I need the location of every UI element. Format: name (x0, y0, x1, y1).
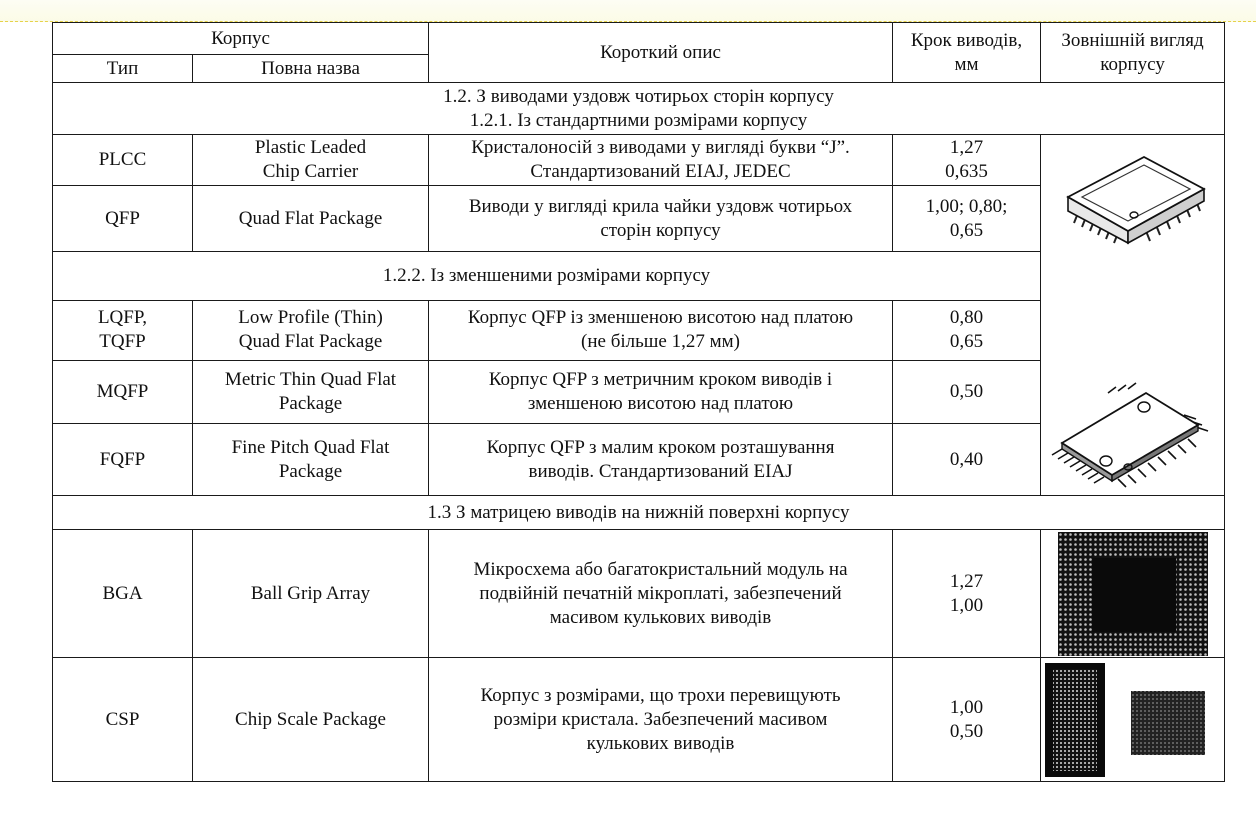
cell-pitch: 0,40 (893, 424, 1041, 496)
cell-appearance-bga (1041, 530, 1225, 658)
cell-pitch: 1,27 1,00 (893, 530, 1041, 658)
cell-pitch: 1,27 0,635 (893, 135, 1041, 186)
cell-full-name: Quad Flat Package (193, 186, 429, 252)
cell-appearance-csp (1041, 658, 1225, 782)
cell-description: Мікросхема або багатокристальний модуль на подвійній печатній мікроплаті, забезпечений масивом кулькових виводів (429, 530, 893, 658)
cell-type: MQFP (53, 360, 193, 424)
section-row-1-2 (53, 83, 1225, 135)
cell-description: Виводи у вигляді крила чайки уздовж чотирьох сторін корпусу (429, 186, 893, 252)
cell-full-name: Ball Grip Array (193, 530, 429, 658)
header-type: Тип (53, 55, 193, 83)
header-full-name: Повна назва (193, 55, 429, 83)
header-pitch: Крок виводів, мм (893, 23, 1041, 83)
section-1-2-2-title: 1.2.2. Із зменшеними розмірами корпусу (53, 251, 1041, 300)
cell-full-name: Plastic Leaded Chip Carrier (193, 135, 429, 186)
table-row (53, 658, 1225, 782)
section-1-3-title: 1.3 З матрицею виводів на нижній поверхні корпусу (53, 496, 1225, 530)
cell-description: Корпус QFP з метричним кроком виводів і зменшеною висотою над платою (429, 360, 893, 424)
header-description: Короткий опис (429, 23, 893, 83)
section-1-2-title: 1.2. З виводами уздовж чотирьох сторін корпусу (443, 85, 834, 107)
cell-type: FQFP (53, 424, 193, 496)
cell-description: Кристалоносій з виводами у вигляді букви “J”. Стандартизований EIAJ, JEDEC (429, 135, 893, 186)
table-row (53, 135, 1225, 186)
header-group-korpus: Корпус (53, 23, 429, 55)
section-1-2-1-title: 1.2.1. Із стандартними розмірами корпусу (469, 109, 808, 131)
header-appearance: Зовнішній вигляд корпусу (1041, 23, 1225, 83)
header-row-1 (53, 23, 1225, 55)
cell-type: CSP (53, 658, 193, 782)
cell-full-name: Metric Thin Quad Flat Package (193, 360, 429, 424)
cell-type: QFP (53, 186, 193, 252)
cell-full-name: Low Profile (Thin) Quad Flat Package (193, 301, 429, 360)
cell-pitch: 0,80 0,65 (893, 301, 1041, 360)
cell-appearance-quad (1041, 135, 1225, 496)
csp-package-icon (1043, 661, 1223, 779)
cell-description: Корпус QFP з малим кроком розташування виводів. Стандартизований EIAJ (429, 424, 893, 496)
cell-description: Корпус з розмірами, що трохи перевищують розміри кристала. Забезпечений масивом кулькових виводів (429, 658, 893, 782)
cell-type: BGA (53, 530, 193, 658)
section-row-1-3 (53, 496, 1225, 530)
cell-pitch: 1,00; 0,80; 0,65 (893, 186, 1041, 252)
package-table (52, 22, 1225, 782)
cell-pitch: 1,00 0,50 (893, 658, 1041, 782)
cell-type: PLCC (53, 135, 193, 186)
cell-pitch: 0,50 (893, 360, 1041, 424)
plcc-package-icon (1048, 135, 1218, 265)
scan-top-strip (0, 0, 1256, 22)
cell-full-name: Chip Scale Package (193, 658, 429, 782)
qfp-package-icon (1048, 375, 1218, 495)
cell-type: LQFP, TQFP (53, 301, 193, 360)
section-1-2 (53, 83, 1225, 135)
cell-description: Корпус QFP із зменшеною висотою над платою (не більше 1,27 мм) (429, 301, 893, 360)
table-row (53, 530, 1225, 658)
cell-full-name: Fine Pitch Quad Flat Package (193, 424, 429, 496)
bga-package-icon (1058, 532, 1208, 656)
